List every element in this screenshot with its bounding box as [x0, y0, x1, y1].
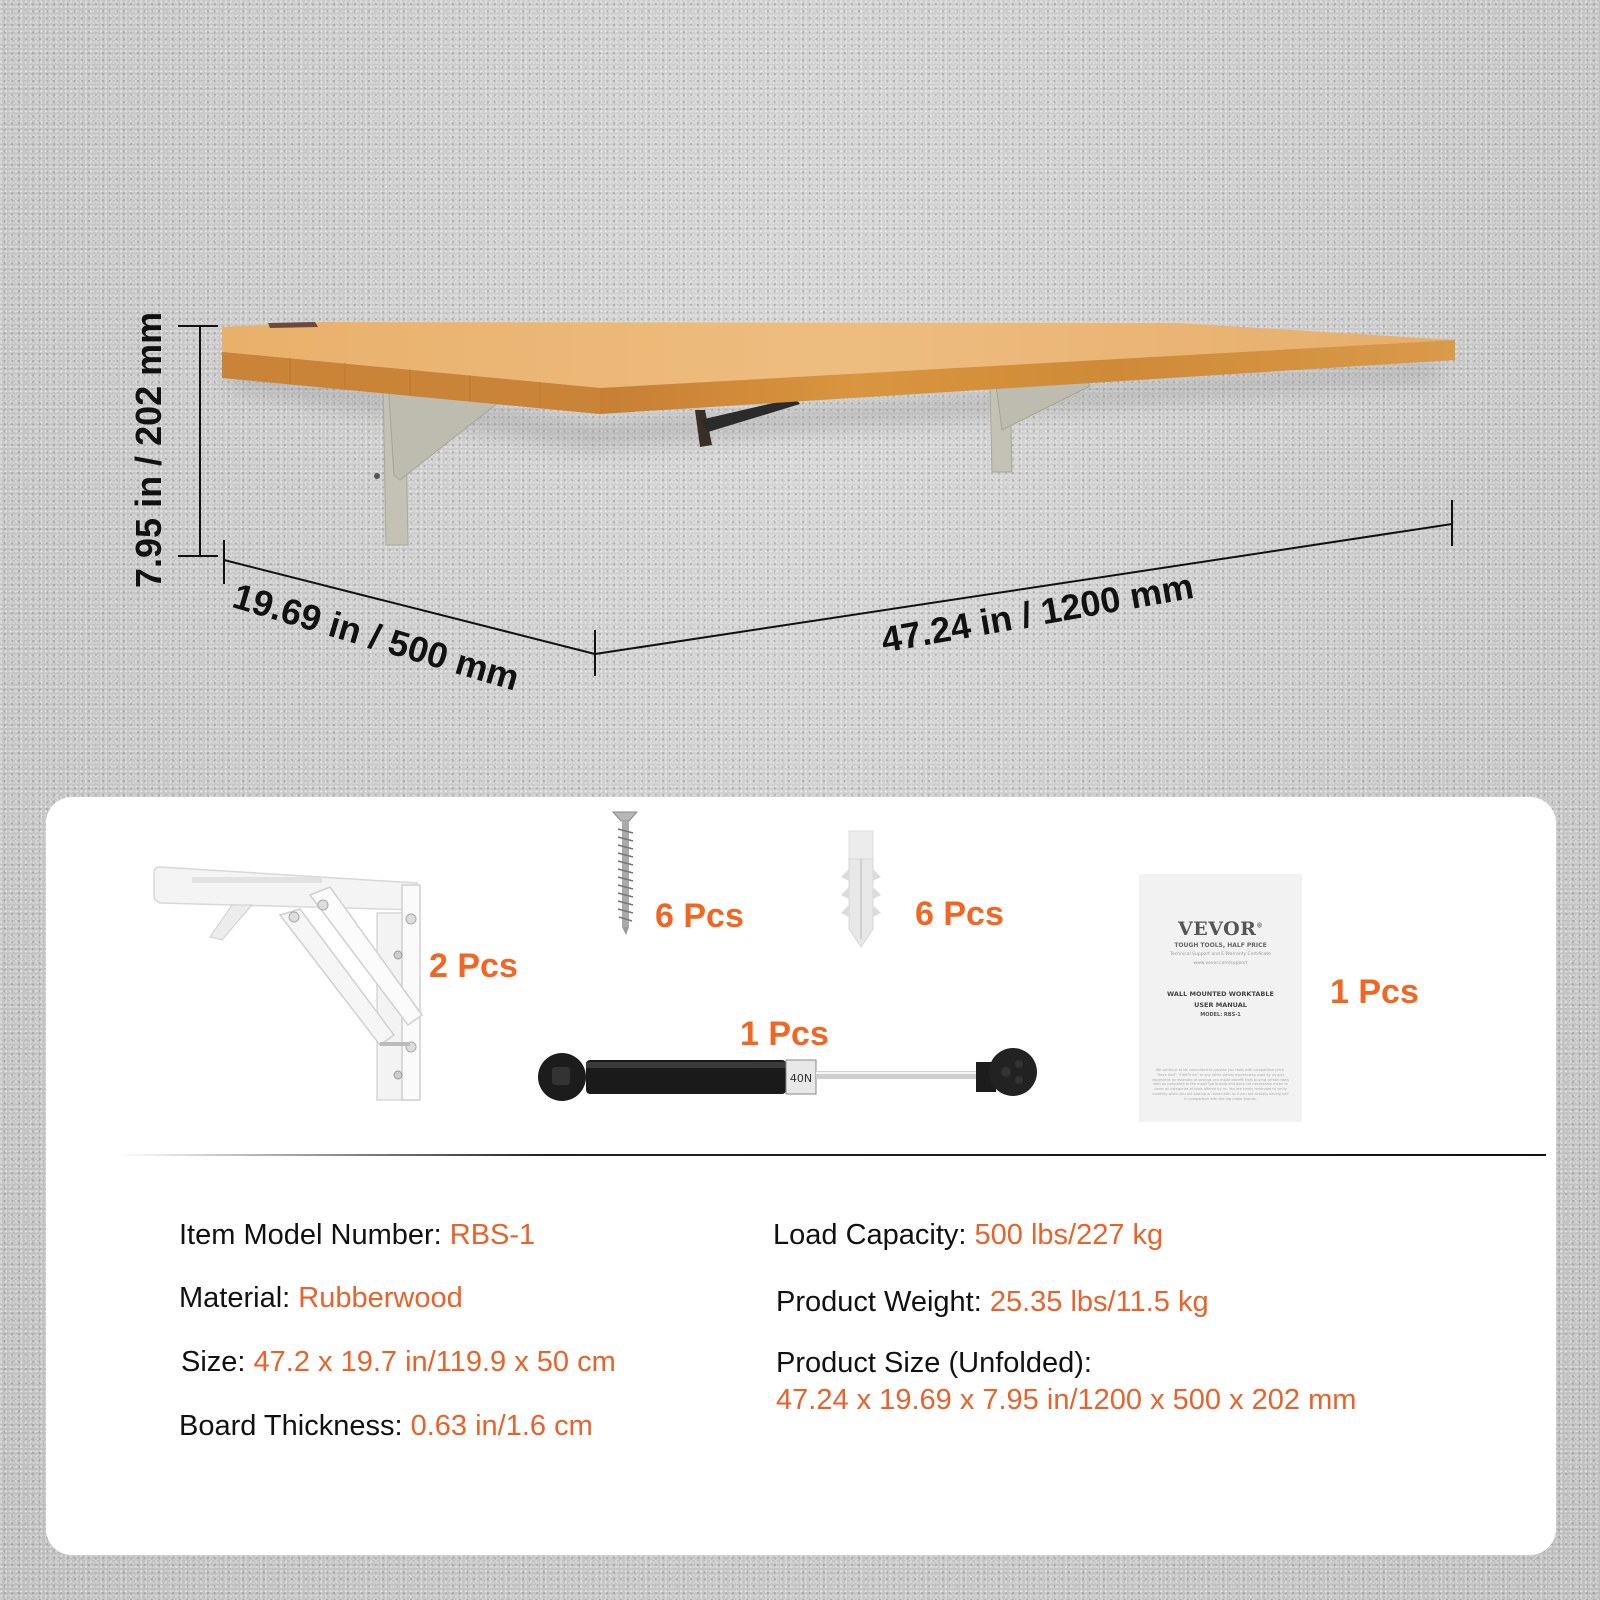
spec-model-number	[179, 1219, 535, 1252]
svg-text:40N: 40N	[789, 1072, 813, 1085]
strut-quantity: 1 Pcs	[740, 1015, 829, 1053]
spec-material	[179, 1282, 463, 1315]
manual-support-line: Technical Support and E-Warranty Certificate	[1170, 952, 1271, 957]
wall-anchor-icon	[841, 829, 881, 949]
manual-quantity: 1 Pcs	[1330, 973, 1419, 1011]
spec-label: Product Weight:	[776, 1286, 982, 1318]
screw-icon	[611, 807, 641, 937]
spec-value: RBS-1	[449, 1219, 536, 1251]
manual-title-line2: USER MANUAL	[1194, 1001, 1247, 1010]
bracket-quantity: 2 Pcs	[429, 947, 518, 985]
spec-product-size-label: Product Size (Unfolded):	[776, 1347, 1092, 1379]
depth-dimension-label: 19.69 in / 500 mm	[228, 575, 524, 699]
manual-tagline: TOUGH TOOLS, HALF PRICE	[1174, 942, 1267, 949]
spec-size	[181, 1346, 616, 1379]
manual-title-line1: WALL MOUNTED WORKTABLE	[1167, 989, 1274, 998]
right-bracket	[990, 378, 1090, 472]
spec-label: Material:	[179, 1282, 291, 1314]
width-dimension-label: 47.24 in / 1200 mm	[878, 565, 1197, 661]
package-contents-card	[46, 797, 1556, 1555]
left-bracket	[374, 380, 508, 545]
anchor-quantity: 6 Pcs	[915, 895, 1004, 933]
spec-product-weight	[776, 1286, 1209, 1319]
section-divider	[116, 1154, 1546, 1156]
spec-value: 500 lbs/227 kg	[974, 1219, 1164, 1251]
spec-product-size-value: 47.24 x 19.69 x 7.95 in/1200 x 500 x 202 mm	[776, 1384, 1357, 1416]
spec-value: 47.2 x 19.7 in/119.9 x 50 cm	[253, 1346, 616, 1378]
spec-label: Size:	[181, 1346, 246, 1378]
manual-model: MODEL: RBS-1	[1200, 1012, 1241, 1019]
spec-value: Rubberwood	[298, 1282, 463, 1314]
height-dimension-label: 7.95 in / 202 mm	[128, 311, 169, 588]
spec-load-capacity	[773, 1219, 1163, 1252]
user-manual-booklet	[1139, 874, 1302, 1122]
wall-table-illustration	[0, 0, 1600, 790]
spec-label: Board Thickness:	[179, 1410, 403, 1442]
product-hero	[0, 0, 1600, 790]
manual-support-url: www.vevor.com/support	[1193, 960, 1248, 966]
manual-footnote: We continue to be committed to provide you tools with competitive price. "Save Half", "Half Price" or any other similar expressions used by us only represents an estimate of savings you might benefit from buying certain tools with us compared to the major top brands and does not necessarily mean to cover all categories of tools offered by us. You are kindly reminded to verify carefully when you are placing an order with us if you are actually saving half in comparison with the top major brands.	[1152, 1067, 1289, 1102]
spec-value: 0.63 in/1.6 cm	[410, 1410, 593, 1442]
spec-label: Item Model Number:	[179, 1219, 442, 1251]
spec-label: Load Capacity:	[773, 1219, 967, 1251]
spec-value: 25.35 lbs/11.5 kg	[989, 1286, 1209, 1318]
spec-board-thickness	[179, 1410, 593, 1443]
manual-brand: VEVOR®	[1178, 918, 1263, 940]
screw-quantity: 6 Pcs	[655, 897, 744, 935]
